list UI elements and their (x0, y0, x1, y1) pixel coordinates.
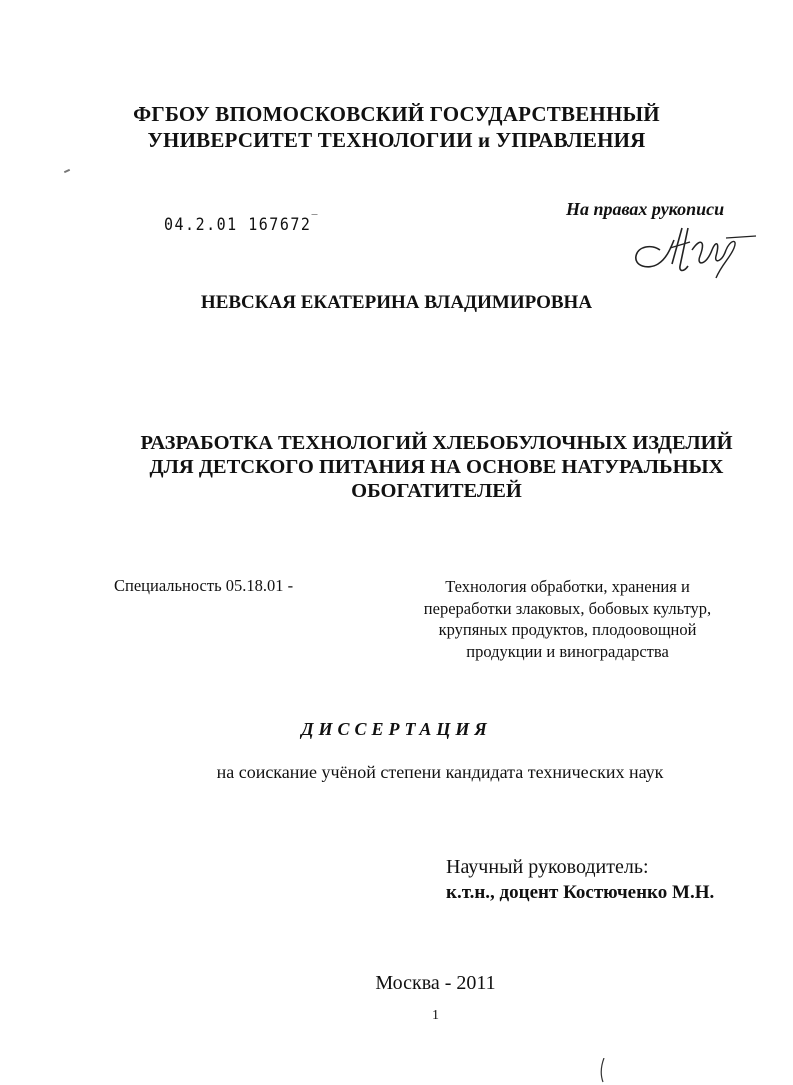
registry-code-dash: ‾ (311, 214, 319, 227)
specialty-line-2: переработки злаковых, бобовых культур, (423, 598, 712, 618)
institution-name (0, 101, 793, 153)
registry-code (164, 214, 319, 235)
city-year: Москва - 2011 (375, 972, 496, 994)
specialty-description (395, 576, 740, 662)
thesis-title (60, 431, 793, 503)
supervisor-label: Научный руководитель: (446, 856, 649, 878)
specialty-line-4: продукции и виноградарства (466, 641, 669, 661)
supervisor-name: к.т.н., доцент Костюченко М.Н. (446, 882, 715, 903)
institution-line-1: ФГБОУ ВПОМОСКОВСКИЙ ГОСУДАРСТВЕННЫЙ (133, 102, 660, 126)
thesis-title-line-2: ДЛЯ ДЕТСКОГО ПИТАНИЯ НА ОСНОВЕ НАТУРАЛЬНЫХ (149, 456, 724, 478)
thesis-title-line-1: РАЗРАБОТКА ТЕХНОЛОГИЙ ХЛЕБОБУЛОЧНЫХ ИЗДЕЛИЙ (140, 432, 733, 454)
manuscript-rights-note: На правах рукописи (566, 199, 725, 219)
document-type: ДИССЕРТАЦИЯ (301, 719, 492, 739)
specialty-label: Специальность 05.18.01 - (114, 576, 294, 595)
institution-line-2: УНИВЕРСИТЕТ ТЕХНОЛОГИИ и УПРАВЛЕНИЯ (147, 128, 646, 152)
registry-code-text: 04.2.01 167672 (164, 214, 312, 235)
thesis-title-line-3: ОБОГАТИТЕЛЕЙ (351, 480, 522, 502)
degree-statement: на соискание учёной степени кандидата технических наук (216, 762, 664, 782)
signature-icon (630, 220, 760, 282)
specialty-line-1: Технология обработки, хранения и (445, 577, 690, 596)
author-name: НЕВСКАЯ ЕКАТЕРИНА ВЛАДИМИРОВНА (200, 292, 593, 313)
specialty-line-3: крупяных продуктов, плодоовощной (438, 620, 697, 639)
page-number: 1 (432, 1008, 439, 1023)
scan-speck (64, 169, 70, 173)
scan-artifact (598, 1058, 610, 1085)
